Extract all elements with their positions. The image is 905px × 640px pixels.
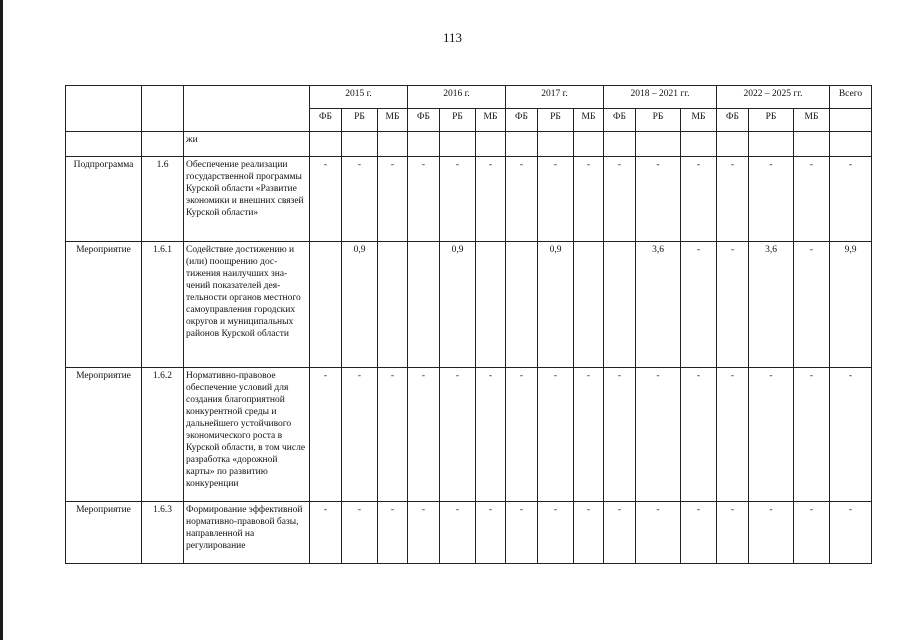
fund-rb: РБ bbox=[538, 109, 574, 132]
fund-mb: МБ bbox=[476, 109, 506, 132]
header-total: Всего bbox=[830, 86, 872, 109]
value-cell: - bbox=[506, 502, 538, 564]
fund-mb: МБ bbox=[794, 109, 830, 132]
value-cell: - bbox=[574, 157, 604, 242]
value-cell: - bbox=[440, 157, 476, 242]
value-cell: - bbox=[717, 368, 749, 502]
value-cell bbox=[408, 242, 440, 368]
value-cell: - bbox=[604, 502, 636, 564]
value-cell: 9,9 bbox=[830, 242, 872, 368]
value-cell: - bbox=[830, 368, 872, 502]
value-cell: 0,9 bbox=[440, 242, 476, 368]
value-cell: - bbox=[681, 368, 717, 502]
value-cell: - bbox=[476, 368, 506, 502]
row-kind: Мероприятие bbox=[66, 368, 142, 502]
value-cell bbox=[378, 242, 408, 368]
row-code: 1.6.1 bbox=[142, 242, 184, 368]
value-cell: - bbox=[636, 368, 681, 502]
value-cell: - bbox=[681, 502, 717, 564]
fund-mb: МБ bbox=[378, 109, 408, 132]
value-cell: - bbox=[830, 502, 872, 564]
value-cell: - bbox=[310, 502, 342, 564]
table-row bbox=[66, 242, 872, 368]
value-cell: - bbox=[408, 157, 440, 242]
header-year-2015: 2015 г. bbox=[310, 86, 408, 109]
value-cell bbox=[574, 242, 604, 368]
data-rows bbox=[66, 157, 872, 564]
program-table bbox=[65, 85, 872, 564]
value-cell: - bbox=[342, 368, 378, 502]
value-cell: - bbox=[440, 502, 476, 564]
value-cell: - bbox=[378, 157, 408, 242]
fund-rb: РБ bbox=[342, 109, 378, 132]
page-left-edge bbox=[0, 0, 3, 640]
value-cell bbox=[506, 242, 538, 368]
value-cell bbox=[604, 242, 636, 368]
value-cell: - bbox=[310, 368, 342, 502]
row-kind: Мероприятие bbox=[66, 502, 142, 564]
value-cell: - bbox=[440, 368, 476, 502]
row-kind: Мероприятие bbox=[66, 242, 142, 368]
value-cell: - bbox=[749, 368, 794, 502]
value-cell: - bbox=[574, 502, 604, 564]
value-cell: - bbox=[604, 157, 636, 242]
value-cell: - bbox=[476, 157, 506, 242]
value-cell: - bbox=[717, 242, 749, 368]
value-cell: - bbox=[794, 242, 830, 368]
value-cell: - bbox=[749, 502, 794, 564]
value-cell: - bbox=[408, 368, 440, 502]
value-cell: - bbox=[794, 502, 830, 564]
value-cell: - bbox=[342, 502, 378, 564]
header-year-2016: 2016 г. bbox=[408, 86, 506, 109]
value-cell: - bbox=[681, 242, 717, 368]
value-cell: - bbox=[408, 502, 440, 564]
header-year-2022-2025: 2022 – 2025 гг. bbox=[717, 86, 830, 109]
table-row bbox=[66, 157, 872, 242]
fund-mb: МБ bbox=[574, 109, 604, 132]
value-cell: - bbox=[538, 502, 574, 564]
fund-rb: РБ bbox=[440, 109, 476, 132]
value-cell: - bbox=[342, 157, 378, 242]
table-row bbox=[66, 368, 872, 502]
total-subheader bbox=[830, 109, 872, 132]
value-cell: - bbox=[506, 157, 538, 242]
row-description: Формирование эффективной нормативно-правовой базы, направленной на регулирование bbox=[184, 502, 310, 564]
fund-rb: РБ bbox=[636, 109, 681, 132]
value-cell: - bbox=[794, 157, 830, 242]
fund-fb: ФБ bbox=[604, 109, 636, 132]
row-description: Обеспечение реализации государственной программы Курской области «Развитие экономики и внешних связей Курской области» bbox=[184, 157, 310, 242]
value-cell: 0,9 bbox=[342, 242, 378, 368]
header-cell-description bbox=[184, 86, 310, 132]
row-code: 1.6 bbox=[142, 157, 184, 242]
value-cell: - bbox=[794, 368, 830, 502]
fund-mb: МБ bbox=[681, 109, 717, 132]
header-cell-code bbox=[142, 86, 184, 132]
header-row-years bbox=[66, 86, 872, 109]
value-cell: - bbox=[538, 368, 574, 502]
fund-fb: ФБ bbox=[506, 109, 538, 132]
header-year-2017: 2017 г. bbox=[506, 86, 604, 109]
value-cell bbox=[476, 242, 506, 368]
value-cell: - bbox=[717, 157, 749, 242]
header-cell-kind bbox=[66, 86, 142, 132]
value-cell: - bbox=[378, 502, 408, 564]
row-description: Содействие достижению и (или) поощрению достижения наилучших значений показателей деятельности органов местного самоуправления городских округов и муниципальных районов Курской области bbox=[184, 242, 310, 368]
value-cell: 3,6 bbox=[636, 242, 681, 368]
value-cell: - bbox=[717, 502, 749, 564]
value-cell: - bbox=[310, 157, 342, 242]
fund-fb: ФБ bbox=[717, 109, 749, 132]
value-cell: - bbox=[538, 157, 574, 242]
row-description: Нормативно-правовое обеспечение условий для создания благоприятной конкурентной среды и дальнейшего устойчивого экономического роста в Курской области, в том числе разработка «дорожной карты» по развитию конкуренции bbox=[184, 368, 310, 502]
value-cell: - bbox=[636, 157, 681, 242]
continuation-text: жи bbox=[184, 132, 310, 157]
value-cell: - bbox=[749, 157, 794, 242]
continuation-row bbox=[66, 132, 872, 157]
value-cell: 3,6 bbox=[749, 242, 794, 368]
value-cell: - bbox=[506, 368, 538, 502]
value-cell: - bbox=[604, 368, 636, 502]
value-cell: - bbox=[574, 368, 604, 502]
value-cell: - bbox=[636, 502, 681, 564]
value-cell: - bbox=[681, 157, 717, 242]
page-number: 113 bbox=[442, 30, 463, 45]
value-cell bbox=[310, 242, 342, 368]
value-cell: 0,9 bbox=[538, 242, 574, 368]
value-cell: - bbox=[378, 368, 408, 502]
row-kind: Подпрограмма bbox=[66, 157, 142, 242]
fund-fb: ФБ bbox=[310, 109, 342, 132]
value-cell: - bbox=[830, 157, 872, 242]
header-year-2018-2021: 2018 – 2021 гг. bbox=[604, 86, 717, 109]
row-code: 1.6.2 bbox=[142, 368, 184, 502]
value-cell: - bbox=[476, 502, 506, 564]
table-row bbox=[66, 502, 872, 564]
row-code: 1.6.3 bbox=[142, 502, 184, 564]
fund-rb: РБ bbox=[749, 109, 794, 132]
fund-fb: ФБ bbox=[408, 109, 440, 132]
